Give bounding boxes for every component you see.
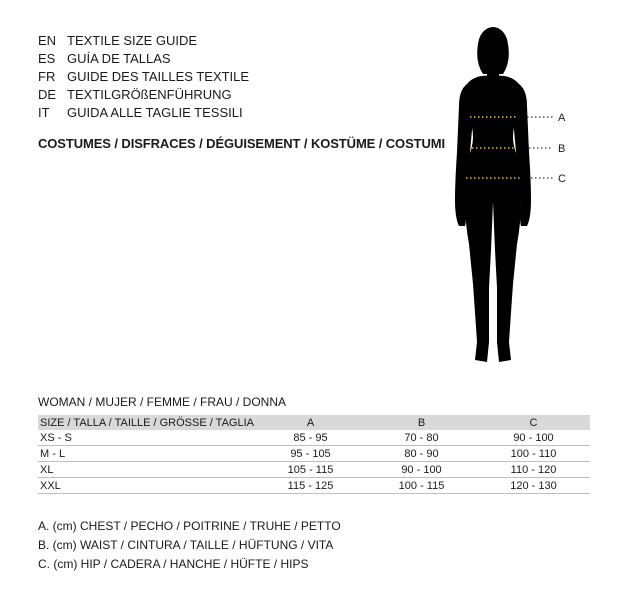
chest-cell: 115 - 125 <box>255 478 366 494</box>
chest-cell: 105 - 115 <box>255 462 366 478</box>
language-code: IT <box>38 104 50 120</box>
table-row <box>38 446 590 462</box>
size-cell: M - L <box>38 446 255 462</box>
language-title: TEXTILGRÖßENFÜHRUNG <box>67 86 232 102</box>
language-list <box>38 31 249 121</box>
language-row-it <box>38 103 249 121</box>
language-row-fr <box>38 67 249 85</box>
table-row <box>38 462 590 478</box>
language-title: GUIDE DES TAILLES TEXTILE <box>67 68 250 84</box>
woman-silhouette-icon <box>445 22 575 372</box>
table-header-row <box>38 415 590 430</box>
measurement-legend <box>38 516 341 573</box>
language-code: EN <box>38 32 57 48</box>
language-row-en <box>38 31 249 49</box>
language-row-es <box>38 49 249 67</box>
size-cell: XL <box>38 462 255 478</box>
waist-cell: 100 - 115 <box>366 478 477 494</box>
language-title: TEXTILE SIZE GUIDE <box>67 32 198 48</box>
language-code: FR <box>38 68 56 84</box>
language-title: GUIDA ALLE TAGLIE TESSILI <box>67 104 243 120</box>
legend-hip: C. (cm) HIP / CADERA / HANCHE / HÜFTE / HIPS <box>38 556 309 571</box>
language-code: DE <box>38 86 57 102</box>
size-cell: XXL <box>38 478 255 494</box>
hip-cell: 90 - 100 <box>477 430 590 446</box>
legend-chest: A. (cm) CHEST / PECHO / POITRINE / TRUHE / PETTO <box>38 518 341 533</box>
marker-b-label: B <box>558 143 566 155</box>
costume-title: COSTUMES / DISFRACES / DÉGUISEMENT / KOSTÜME / COSTUMI <box>38 136 446 151</box>
woman-label: WOMAN / MUJER / FEMME / FRAU / DONNA <box>38 395 286 409</box>
marker-a-label: A <box>558 112 566 124</box>
legend-waist: B. (cm) WAIST / CINTURA / TAILLE / HÜFTUNG / VITA <box>38 537 334 552</box>
size-cell: XS - S <box>38 430 255 446</box>
marker-c-label: C <box>558 173 566 185</box>
size-table <box>38 415 590 494</box>
chest-cell: 85 - 95 <box>255 430 366 446</box>
header-b: B <box>366 415 477 430</box>
hip-cell: 100 - 110 <box>477 446 590 462</box>
language-title: GUÍA DE TALLAS <box>67 50 171 66</box>
waist-cell: 80 - 90 <box>366 446 477 462</box>
language-code: ES <box>38 50 56 66</box>
table-row <box>38 478 590 494</box>
waist-cell: 90 - 100 <box>366 462 477 478</box>
chest-cell: 95 - 105 <box>255 446 366 462</box>
header-c: C <box>477 415 590 430</box>
waist-cell: 70 - 80 <box>366 430 477 446</box>
language-row-de <box>38 85 249 103</box>
hip-cell: 110 - 120 <box>477 462 590 478</box>
header-size: SIZE / TALLA / TAILLE / GRÖSSE / TAGLIA <box>40 416 254 429</box>
table-row <box>38 430 590 446</box>
header-a: A <box>255 415 366 430</box>
hip-cell: 120 - 130 <box>477 478 590 494</box>
